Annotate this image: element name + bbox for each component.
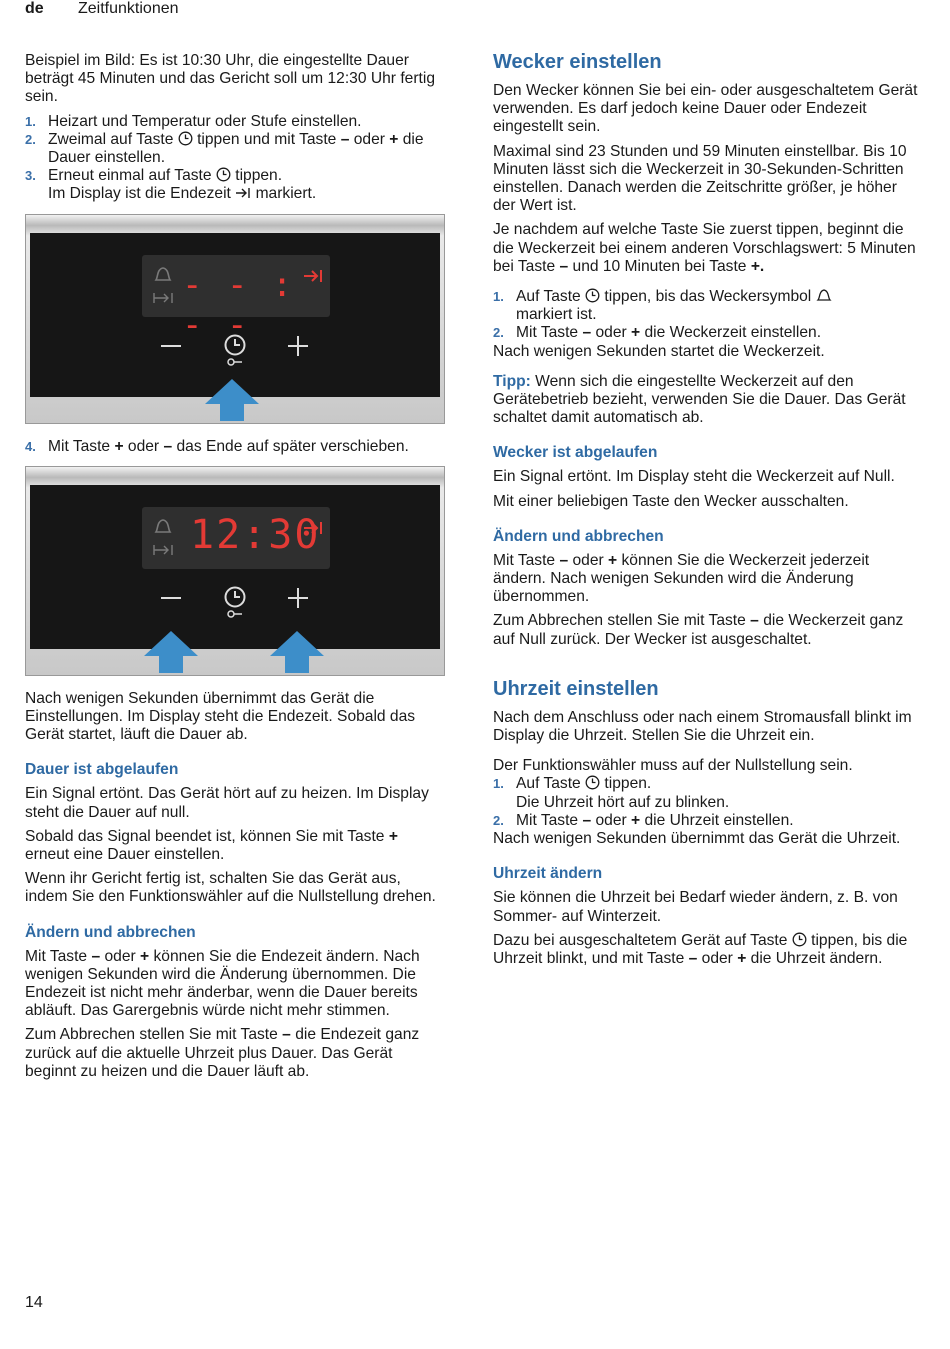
step-text: oder [595, 811, 627, 829]
paragraph: Ein Signal ertönt. Das Gerät hört auf zu heizen. Im Display steht die Dauer auf null. [25, 785, 429, 821]
plus-symbol: + [388, 827, 398, 845]
plus-symbol: + [631, 324, 641, 342]
paragraph [493, 552, 918, 607]
left-column [25, 52, 445, 1087]
minus-symbol: – [282, 1026, 291, 1044]
tip-text: Wenn sich die eingestellte Weckerzeit auf den Gerätebetrieb bezieht, verwenden Sie die Dauer. Das Gerät schaltet damit automatisch ab. [493, 372, 906, 427]
end-time-icon [302, 267, 324, 285]
heading-dauer-abgelaufen: Dauer ist abgelaufen [25, 761, 179, 779]
step-text: oder [127, 437, 160, 455]
display-time: 12:30 [190, 511, 321, 558]
minus-symbol: – [750, 612, 759, 630]
step-text: das Ende auf später verschieben. [176, 437, 409, 455]
plus-symbol: + [389, 130, 399, 148]
step-text: tippen, bis das Weckersymbol [604, 288, 812, 306]
heading-wecker-abgelaufen: Wecker ist abgelaufen [493, 444, 658, 462]
paragraph [25, 948, 445, 1021]
plus-symbol: + [631, 811, 641, 829]
heading-uhrzeit-aendern: Uhrzeit ändern [493, 865, 603, 883]
plus-symbol: +. [750, 257, 765, 275]
paragraph: Mit einer beliebigen Taste den Wecker ausschalten. [493, 492, 849, 510]
step-text: die Dauer einstellen. [48, 130, 424, 167]
step-1 [493, 288, 918, 324]
minus-symbol: – [163, 437, 173, 455]
step-2 [493, 812, 918, 830]
text: oder [572, 551, 604, 569]
tip-label: Tipp: [493, 372, 531, 390]
control-panel [30, 233, 440, 397]
text: können Sie die Endezeit ändern. Nach wenigen Sekunden wird die Änderung übernommen. Die Endezeit ist nicht mehr änderbar, wenn die Dauer bereits abläuft. Das Garergebnis würde nicht mehr stimmen. [25, 947, 420, 1020]
step-2 [25, 131, 445, 167]
step-text: oder [595, 324, 627, 342]
text: die Endezeit ganz zurück auf die aktuelle Uhrzeit plus Dauer. Das Gerät beginnt zu heizen und die Dauer läuft ab. [25, 1026, 420, 1080]
step-2 [493, 324, 918, 342]
minus-symbol: – [582, 811, 592, 829]
paragraph: Maximal sind 23 Stunden und 59 Minuten einstellbar. Bis 10 Minuten lässt sich die Weckerzeit in 30-Sekunden-Schritten einstellen. Danach werden die Zeitschritte größer, je höher der Wert ist. [493, 142, 907, 215]
step-text: Mit Taste [516, 811, 579, 829]
duration-icon [152, 291, 174, 305]
step-number: 2. [493, 325, 504, 341]
paragraph: Der Funktionswähler muss auf der Nullstellung sein. [493, 757, 853, 775]
paragraph: Sie können die Uhrzeit bei Bedarf wieder ändern, z. B. von Sommer- auf Winterzeit. [493, 889, 898, 925]
step-text: oder [353, 130, 385, 148]
step-text: markiert. [255, 185, 317, 203]
plus-key-icon[interactable] [287, 587, 309, 609]
step-number: 1. [25, 113, 36, 129]
step-text: die Uhrzeit einstellen. [644, 811, 794, 829]
highlight-arrow [143, 630, 199, 674]
text: die Uhrzeit ändern. [750, 949, 883, 967]
page-number: 14 [25, 1294, 43, 1311]
plus-symbol: + [608, 551, 618, 569]
step-number: 4. [25, 438, 36, 454]
step-text: Die Uhrzeit hört auf zu blinken. [516, 793, 730, 811]
duration-icon [152, 543, 174, 557]
step-text: tippen und mit Taste [197, 130, 337, 148]
steps-list [25, 438, 445, 456]
intro-text: Beispiel im Bild: Es ist 10:30 Uhr, die eingestellte Dauer beträgt 45 Minuten und das Gericht soll um 12:30 Uhr fertig sein. [25, 52, 435, 106]
step-3 [25, 167, 445, 203]
end-time-icon [235, 186, 251, 200]
text: Zum Abbrechen stellen Sie mit Taste [25, 1026, 278, 1044]
minus-symbol: – [340, 130, 350, 148]
plus-symbol: + [114, 437, 124, 455]
text: und 10 Minuten bei Taste [572, 257, 747, 275]
plus-symbol: + [140, 947, 150, 965]
paragraph: Den Wecker können Sie bei ein- oder ausgeschaltetem Gerät verwenden. Es darf jedoch keine Dauer oder Endezeit eingestellt sein. [493, 82, 918, 136]
step-number: 2. [25, 131, 36, 147]
paragraph [25, 1026, 445, 1081]
plus-key-icon[interactable] [287, 335, 309, 357]
step-text: Heizart und Temperatur oder Stufe einstellen. [48, 112, 362, 130]
step-number: 1. [493, 776, 504, 792]
clock-key-icon[interactable] [222, 333, 248, 369]
text: die Weckerzeit ganz auf Null zurück. Der Wecker ist ausgeschaltet. [493, 612, 904, 648]
step-text: Mit Taste [48, 437, 111, 455]
bell-icon [152, 517, 174, 537]
text: Sobald das Signal beendet ist, können Sie mit Taste [25, 827, 385, 845]
after-text: Nach wenigen Sekunden übernimmt das Gerät die Einstellungen. Im Display steht die Endezeit. Sobald das Gerät startet, läuft die Dauer ab. [25, 689, 416, 744]
steps-list [493, 775, 918, 830]
heading-uhrzeit-einstellen: Uhrzeit einstellen [493, 677, 659, 700]
text: Dazu bei ausgeschaltetem Gerät auf Taste [493, 931, 788, 949]
paragraph [493, 932, 918, 968]
paragraph: Nach dem Anschluss oder nach einem Stromausfall blinkt im Display die Uhrzeit. Stellen Sie die Uhrzeit ein. [493, 708, 912, 745]
step-1 [25, 113, 445, 131]
step-text: Auf Taste [516, 288, 581, 306]
oven-panel-1 [25, 214, 445, 424]
plus-symbol: + [737, 949, 747, 967]
text: können Sie die Weckerzeit jederzeit ändern. Nach wenigen Sekunden wird die Änderung übernommen. [493, 551, 870, 606]
step-text: die Weckerzeit einstellen. [644, 324, 822, 342]
steps-list [25, 113, 445, 204]
paragraph: Nach wenigen Sekunden übernimmt das Gerät die Uhrzeit. [493, 830, 901, 848]
bell-icon [816, 288, 832, 303]
language-tag: de [25, 0, 44, 17]
step-text: Auf Taste [516, 775, 581, 793]
paragraph [493, 612, 918, 648]
step-text: Mit Taste [516, 324, 579, 342]
paragraph: Ein Signal ertönt. Im Display steht die Weckerzeit auf Null. [493, 468, 895, 486]
step-text: tippen. [604, 775, 652, 793]
text: erneut eine Dauer einstellen. [25, 846, 225, 864]
heading-aendern-abbrechen: Ändern und abbrechen [493, 527, 664, 545]
right-column [493, 50, 918, 974]
text: oder [104, 947, 136, 965]
clock-key-icon[interactable] [222, 585, 248, 621]
step-text: tippen. [235, 167, 283, 185]
minus-symbol: – [582, 324, 592, 342]
step-text: Zweimal auf Taste [48, 130, 174, 148]
step-1 [493, 775, 918, 811]
chapter-title: Zeitfunktionen [78, 0, 179, 17]
step-text: Im Display ist die Endezeit [48, 185, 231, 203]
paragraph [25, 828, 445, 864]
paragraph: Wenn ihr Gericht fertig ist, schalten Sie das Gerät aus, indem Sie den Funktionswähler auf die Nullstellung drehen. [25, 870, 436, 906]
text: tippen, bis die Uhrzeit blinkt, und mit Taste [493, 931, 908, 967]
clock-icon [585, 775, 600, 790]
step-text: markiert ist. [516, 306, 597, 324]
heading-aendern-abbrechen: Ändern und abbrechen [25, 923, 196, 941]
control-panel [30, 485, 440, 649]
clock-icon [216, 167, 231, 182]
display-time: - - : - - [182, 264, 295, 345]
display [142, 507, 330, 569]
text: Je nachdem auf welche Taste Sie zuerst tippen, beginnt die die Weckerzeit bei einem anderen Vorschlagswert: 5 Minuten bei Taste [493, 221, 916, 275]
minus-symbol: – [559, 551, 569, 569]
tip [493, 373, 918, 428]
minus-symbol: – [91, 947, 101, 965]
step-4 [25, 438, 445, 456]
highlight-arrow [269, 630, 325, 674]
minus-symbol: – [688, 949, 698, 967]
text: Mit Taste [25, 947, 88, 965]
steps-list [493, 288, 918, 343]
text: oder [701, 949, 733, 967]
step-number: 2. [493, 812, 504, 828]
highlight-arrow [204, 378, 260, 422]
heading-wecker-einstellen: Wecker einstellen [493, 51, 662, 73]
paragraph: Nach wenigen Sekunden startet die Weckerzeit. [493, 342, 825, 360]
step-number: 3. [25, 168, 36, 184]
display [142, 255, 330, 345]
clock-icon [178, 131, 193, 146]
minus-key-icon[interactable] [160, 343, 182, 349]
end-time-icon [302, 519, 324, 537]
minus-symbol: – [559, 257, 569, 275]
minus-key-icon[interactable] [160, 595, 182, 601]
text: Mit Taste [493, 551, 556, 569]
bell-icon [152, 265, 174, 285]
clock-icon [585, 288, 600, 303]
text: Zum Abbrechen stellen Sie mit Taste [493, 612, 746, 630]
step-number: 1. [493, 289, 504, 305]
paragraph [493, 221, 918, 276]
step-text: Erneut einmal auf Taste [48, 167, 212, 185]
oven-panel-2 [25, 466, 445, 676]
clock-icon [792, 932, 807, 947]
